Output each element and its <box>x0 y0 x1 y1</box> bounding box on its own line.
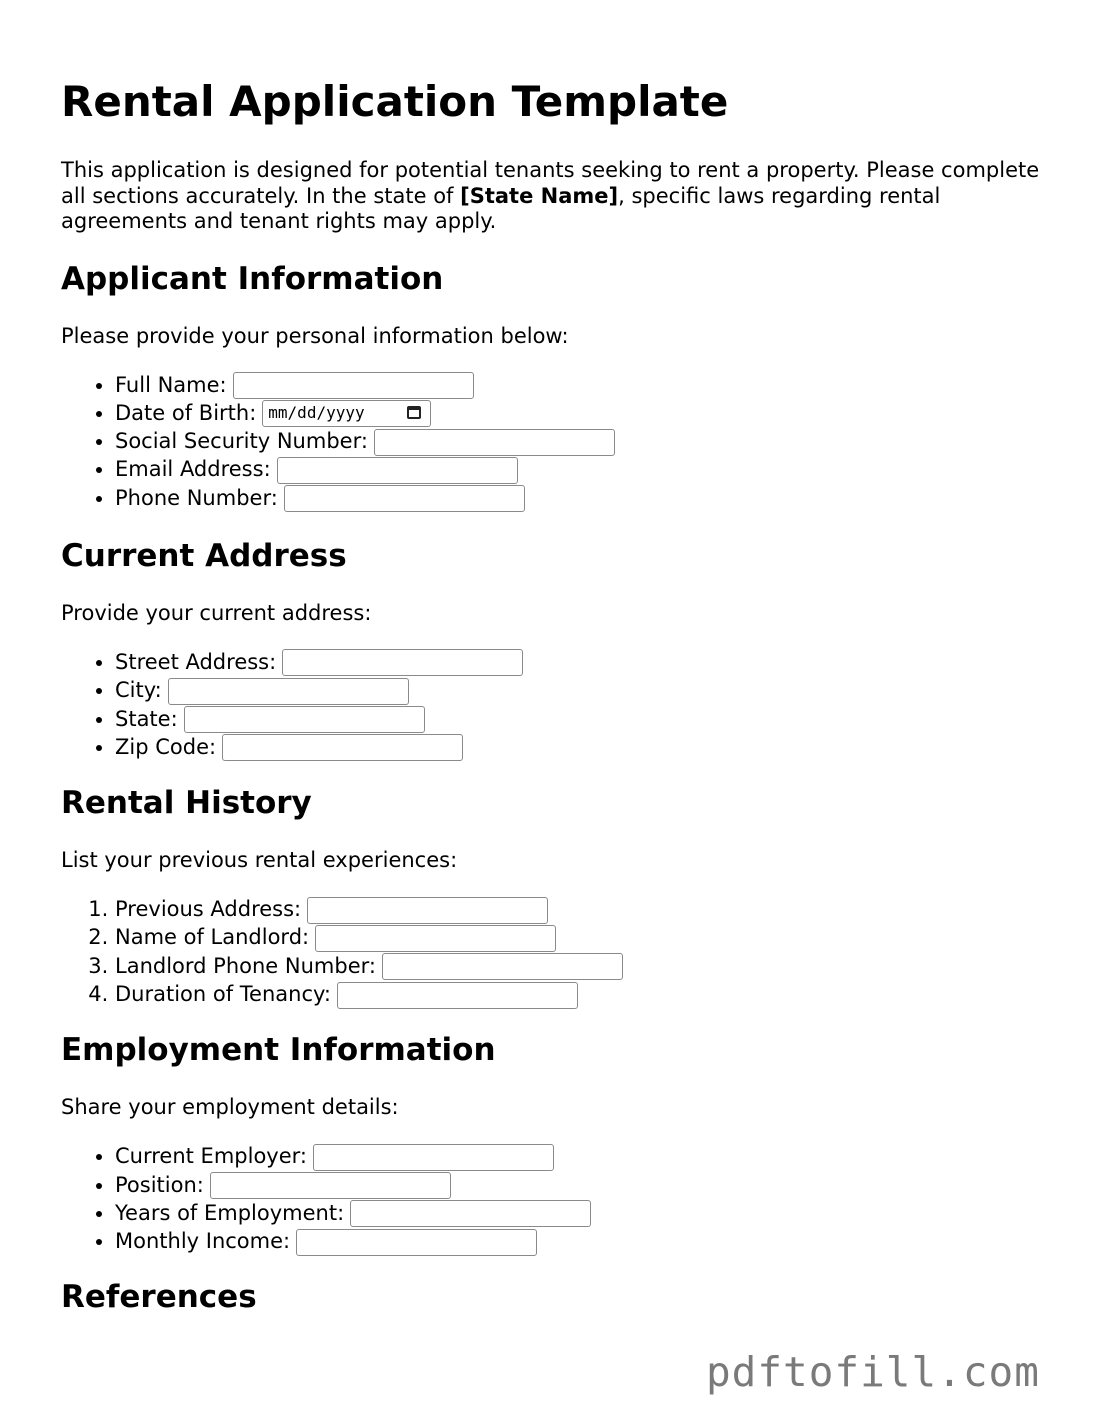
document-page <box>61 0 1041 1316</box>
section-heading-history: Rental History <box>61 785 312 822</box>
income-label: Monthly Income: <box>115 1229 291 1254</box>
zip-label: Zip Code: <box>115 734 217 759</box>
history-field-list <box>61 895 1041 1008</box>
years-input[interactable] <box>350 1200 591 1227</box>
list-item-landlord-phone <box>115 952 1041 980</box>
landlord-phone-label: Landlord Phone Number: <box>115 953 376 978</box>
prev-address-label: Previous Address: <box>115 897 302 922</box>
city-label: City: <box>115 678 162 703</box>
section-heading-address: Current Address <box>61 537 347 574</box>
list-item-employer <box>115 1142 1041 1170</box>
list-item-position <box>115 1171 1041 1199</box>
intro-text-end: , specific laws regarding rental agreements and tenant rights may apply. <box>61 183 941 233</box>
list-item-dob <box>115 399 1041 427</box>
list-item-landlord-name <box>115 923 1041 951</box>
list-item-phone <box>115 484 1041 512</box>
section-heading-applicant: Applicant Information <box>61 260 444 297</box>
watermark: pdftofill.com <box>706 1348 1040 1396</box>
full-name-input[interactable] <box>233 372 474 399</box>
address-field-list <box>61 648 1041 761</box>
list-item-state <box>115 705 1041 733</box>
dob-date-input[interactable] <box>262 400 431 427</box>
full-name-label: Full Name: <box>115 372 227 397</box>
dob-placeholder: mm/dd/yyyy <box>268 403 365 423</box>
state-name-placeholder: [State Name] <box>460 183 619 208</box>
page-title: Rental Application Template <box>61 77 729 126</box>
landlord-phone-input[interactable] <box>382 953 623 980</box>
applicant-lead: Please provide your personal information below: <box>61 323 569 348</box>
ssn-input[interactable] <box>374 429 615 456</box>
state-label: State: <box>115 706 178 731</box>
list-item-duration <box>115 980 1041 1008</box>
landlord-name-label: Name of Landlord: <box>115 925 310 950</box>
section-heading-employment: Employment Information <box>61 1032 496 1069</box>
history-lead: List your previous rental experiences: <box>61 848 458 873</box>
intro-text-start: This application is designed for potential tenants seeking to rent a property. Please complete all sections accurately. In the state of <box>61 158 1040 208</box>
list-item-ssn <box>115 427 1041 455</box>
city-input[interactable] <box>168 678 409 705</box>
state-input[interactable] <box>184 706 425 733</box>
email-input[interactable] <box>277 457 518 484</box>
street-input[interactable] <box>282 649 523 676</box>
dob-label: Date of Birth: <box>115 400 257 425</box>
list-item-prev-address <box>115 895 1041 923</box>
section-heading-references: References <box>61 1278 257 1315</box>
intro-paragraph <box>61 158 1041 235</box>
list-item-full-name <box>115 371 1041 399</box>
prev-address-input[interactable] <box>307 897 548 924</box>
income-input[interactable] <box>296 1229 537 1256</box>
list-item-city <box>115 676 1041 704</box>
applicant-field-list <box>61 371 1041 512</box>
street-label: Street Address: <box>115 649 277 674</box>
ssn-label: Social Security Number: <box>115 429 368 454</box>
position-label: Position: <box>115 1172 204 1197</box>
phone-input[interactable] <box>284 485 525 512</box>
phone-label: Phone Number: <box>115 485 278 510</box>
email-label: Email Address: <box>115 457 271 482</box>
list-item-zip <box>115 733 1041 761</box>
employment-lead: Share your employment details: <box>61 1095 399 1120</box>
list-item-email <box>115 455 1041 483</box>
employer-input[interactable] <box>313 1144 554 1171</box>
list-item-income <box>115 1227 1041 1255</box>
employer-label: Current Employer: <box>115 1144 307 1169</box>
years-label: Years of Employment: <box>115 1200 345 1225</box>
duration-label: Duration of Tenancy: <box>115 982 331 1007</box>
address-lead: Provide your current address: <box>61 600 372 625</box>
list-item-years <box>115 1199 1041 1227</box>
duration-input[interactable] <box>337 982 578 1009</box>
calendar-icon[interactable] <box>407 406 421 419</box>
landlord-name-input[interactable] <box>315 925 556 952</box>
employment-field-list <box>61 1142 1041 1255</box>
list-item-street <box>115 648 1041 676</box>
position-input[interactable] <box>210 1172 451 1199</box>
zip-input[interactable] <box>222 734 463 761</box>
